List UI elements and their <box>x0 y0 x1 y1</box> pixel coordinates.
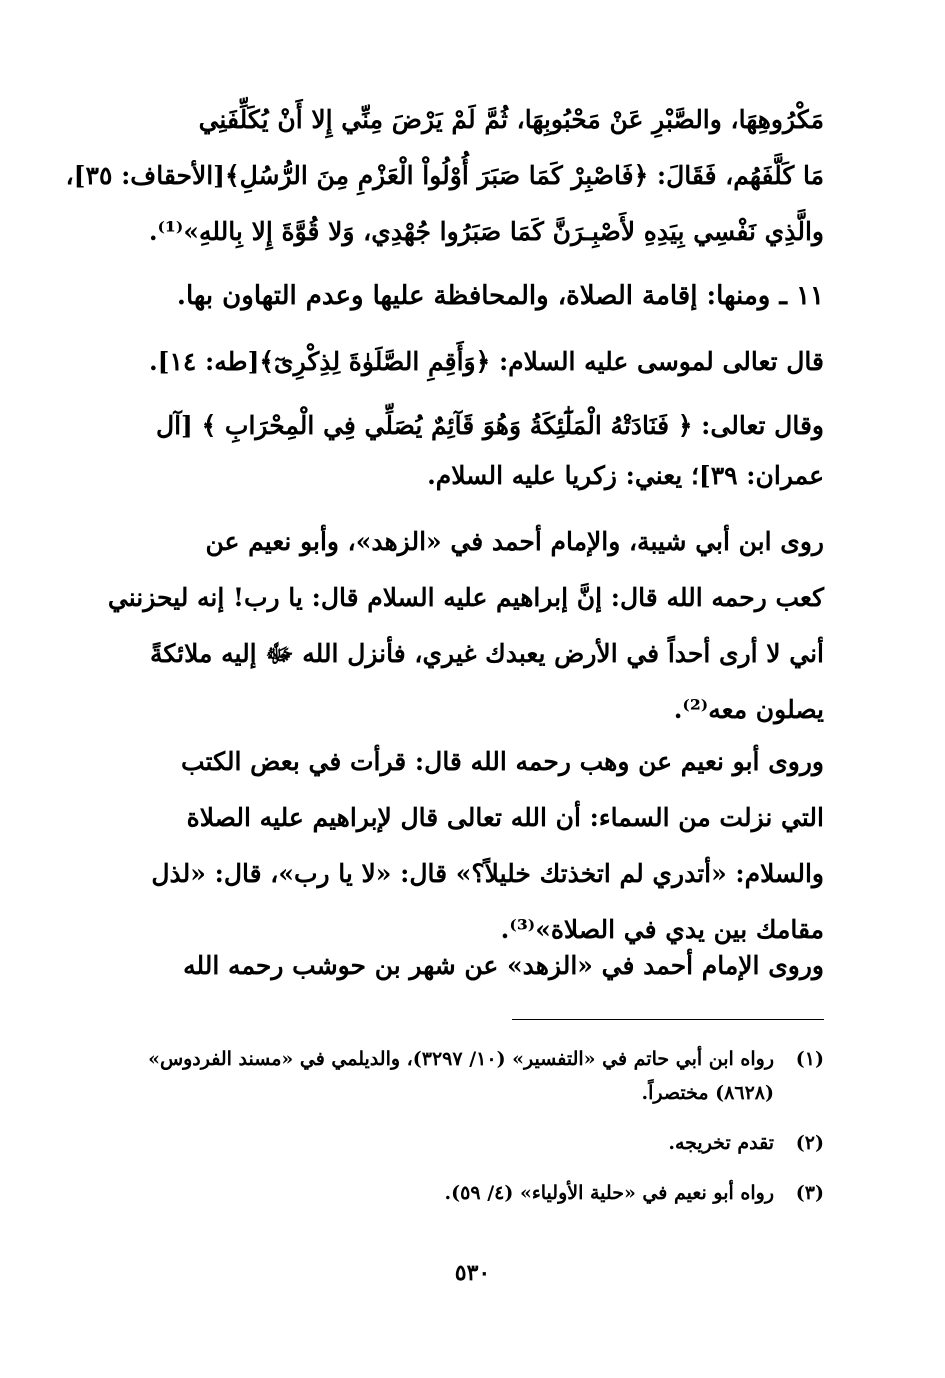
footnote-2 <box>112 1126 824 1160</box>
footnote-number: (١) <box>795 1048 824 1070</box>
footnote-separator <box>512 1019 824 1020</box>
text-line: والَّذِي نَفْسِي بِيَدِهِ لأَصْبِـرَنَّ كَمَا صَبَرُوا جُهْدِي، وَلا قُوَّةَ إِلا بِاللهِ»⁽¹⁾. <box>148 217 824 246</box>
footnote-number: (٢) <box>795 1132 824 1154</box>
paragraph-ibrahim <box>107 514 824 738</box>
text-line: روى ابن أبي شيبة، والإمام أحمد في «الزهد»، وأبو نعيم عن <box>205 527 824 556</box>
text-line: وروى الإمام أحمد في «الزهد» عن شهر بن حوشب رحمه الله <box>183 951 824 980</box>
footnotes <box>112 1042 824 1226</box>
text-line: مَا كَلَّفَهُم، فَقَالَ: ﴿فَاصْبِرْ كَمَا صَبَرَ أُوْلُواْ الْعَزْمِ مِنَ الرُّسُلِ﴾[الأحقاف: ٣٥]، <box>65 161 824 190</box>
footnote-number: (٣) <box>795 1182 824 1204</box>
paragraph-wahb <box>112 734 824 958</box>
footnote-text: تقدم تخريجه. <box>668 1132 774 1154</box>
text-line: وقال تعالى: ﴿ فَنَادَتْهُ الْمَلَٰٓئِكَةُ وَهُوَ قَآئِمٌ يُصَلِّي فِي الْمِحْرَابِ ﴾ [آل <box>155 411 824 440</box>
footnote-3 <box>112 1176 824 1210</box>
text-line: مَكْرُوهِهَا، والصَّبْرِ عَنْ مَحْبُوبِهَا، ثُمَّ لَمْ يَرْضَ مِنِّي إِلا أَنْ يُكَلِّفَنِي <box>198 105 824 134</box>
text-line: مقامك بين يدي في الصلاة»⁽³⁾. <box>500 915 824 944</box>
page-number: ٥٣٠ <box>454 1260 491 1286</box>
paragraph-musa: قال تعالى لموسى عليه السلام: ﴿وَأَقِمِ الصَّلَوٰةَ لِذِكْرِىٓ﴾[طه: ١٤]. <box>148 347 824 376</box>
footnote-text: رواه أبو نعيم في «حلية الأولياء» (٤/ ٥٩). <box>444 1182 774 1204</box>
text-line: كعب رحمه الله قال: إنَّ إبراهيم عليه السلام قال: يا رب! إنه ليحزنني <box>107 583 824 612</box>
text-line: يصلون معه⁽²⁾. <box>673 695 824 724</box>
paragraph-continuation <box>65 92 824 260</box>
footnote-1 <box>112 1042 824 1110</box>
paragraph-zakariya <box>112 398 824 498</box>
text-line: عمران: ٣٩]؛ يعني: زكريا عليه السلام. <box>427 461 824 490</box>
footnote-text: رواه ابن أبي حاتم في «التفسير» (١٠/ ٣٢٩٧)، والديلمي في «مسند الفردوس» (٨٦٢٨) مختصراً. <box>148 1048 774 1104</box>
paragraph-shahr <box>112 938 824 994</box>
text-line: أني لا أرى أحداً في الأرض يعبدك غيري، فأنزل الله ﷻ إليه ملائكةً <box>149 639 824 668</box>
text-line: وروى أبو نعيم عن وهب رحمه الله قال: قرأت في بعض الكتب <box>180 747 824 776</box>
text-line: والسلام: «أتدري لم اتخذتك خليلاً؟» قال: «لا يا رب»، قال: «لذل <box>151 859 824 888</box>
section-heading: ١١ ـ ومنها: إقامة الصلاة، والمحافظة عليها وعدم التهاون بها. <box>176 281 824 311</box>
text-line: التي نزلت من السماء: أن الله تعالى قال لإبراهيم عليه الصلاة <box>186 803 824 832</box>
